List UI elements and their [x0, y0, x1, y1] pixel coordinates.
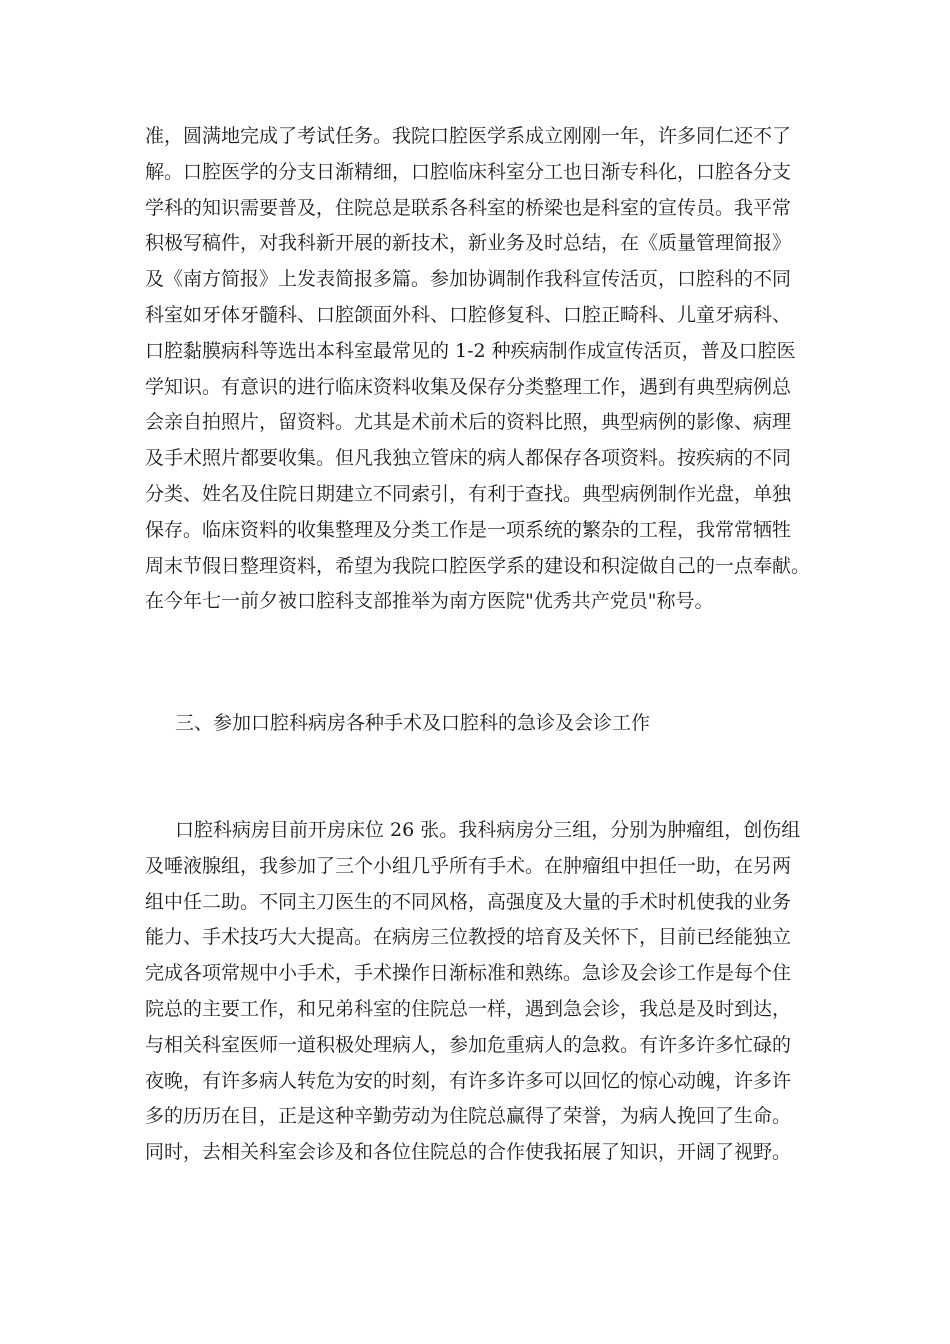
text-line: 完成各项常规中小手术，手术操作日渐标准和熟练。急诊及会诊工作是每个住 — [145, 962, 792, 985]
text-line: 能力、手术技巧大大提高。在病房三位教授的培育及关怀下，目前已经能独立 — [145, 926, 792, 949]
text-line: 及《南方简报》上发表简报多篇。参加协调制作我科宣传活页，口腔科的不同 — [145, 268, 792, 291]
section-3-heading-block — [145, 706, 815, 742]
text-line: 夜晚，有许多病人转危为安的时刻，有许多许多可以回忆的惊心动魄，许多许 — [145, 1069, 792, 1092]
text-line: 保存。临床资料的收集整理及分类工作是一项系统的繁杂的工程，我常常牺牲 — [145, 518, 792, 541]
text-line: 组中任二助。不同主刀医生的不同风格，高强度及大量的手术时机使我的业务 — [145, 890, 792, 913]
text-line: 在今年七一前夕被口腔科支部推举为南方医院"优秀共产党员"称号。 — [145, 590, 714, 613]
section-heading: 三、参加口腔科病房各种手术及口腔科的急诊及会诊工作 — [175, 712, 651, 734]
text-line: 学科的知识需要普及，住院总是联系各科室的桥梁也是科室的宣传员。我平常 — [145, 196, 792, 219]
text-line: 科室如牙体牙髓科、口腔颌面外科、口腔修复科、口腔正畸科、儿童牙病科、 — [145, 303, 792, 326]
section-3-paragraph — [145, 813, 815, 1171]
text-line: 院总的主要工作，和兄弟科室的住院总一样，遇到急会诊，我总是及时到达， — [145, 997, 792, 1020]
text-line: 口腔黏膜病科等选出本科室最常见的 1-2 种疾病制作成宣传活页，普及口腔医 — [145, 339, 796, 362]
text-line: 与相关科室医师一道积极处理病人，参加危重病人的急救。有许多许多忙碌的 — [145, 1033, 792, 1056]
text-line: 解。口腔医学的分支日渐精细，口腔临床科室分工也日渐专科化，口腔各分支 — [145, 160, 792, 183]
text-line: 同时，去相关科室会诊及和各位住院总的合作使我拓展了知识，开阔了视野。 — [145, 1141, 792, 1164]
text-line: 及唾液腺组，我参加了三个小组几乎所有手术。在肿瘤组中担任一助，在另两 — [145, 854, 792, 877]
text-line: 多的历历在目，正是这种辛勤劳动为住院总赢得了荣誉，为病人挽回了生命。 — [145, 1105, 792, 1128]
text-line: 学知识。有意识的进行临床资料收集及保存分类整理工作，遇到有典型病例总 — [145, 375, 792, 398]
text-line: 周末节假日整理资料，希望为我院口腔医学系的建设和积淀做自己的一点奉献。 — [145, 554, 811, 577]
text-line: 积极写稿件，对我科新开展的新技术，新业务及时总结，在《质量管理简报》 — [145, 232, 792, 255]
text-line: 及手术照片都要收集。但凡我独立管床的病人都保存各项资料。按疾病的不同 — [145, 447, 792, 470]
text-line: 口腔科病房目前开房床位 26 张。我科病房分三组，分别为肿瘤组，创伤组 — [175, 819, 801, 841]
paragraph-1 — [145, 119, 815, 620]
text-line: 会亲自拍照片，留资料。尤其是术前术后的资料比照，典型病例的影像、病理 — [145, 411, 792, 434]
text-line: 分类、姓名及住院日期建立不同索引，有利于查找。典型病例制作光盘，单独 — [145, 482, 792, 505]
text-line: 准，圆满地完成了考试任务。我院口腔医学系成立刚刚一年，许多同仁还不了 — [145, 125, 792, 147]
